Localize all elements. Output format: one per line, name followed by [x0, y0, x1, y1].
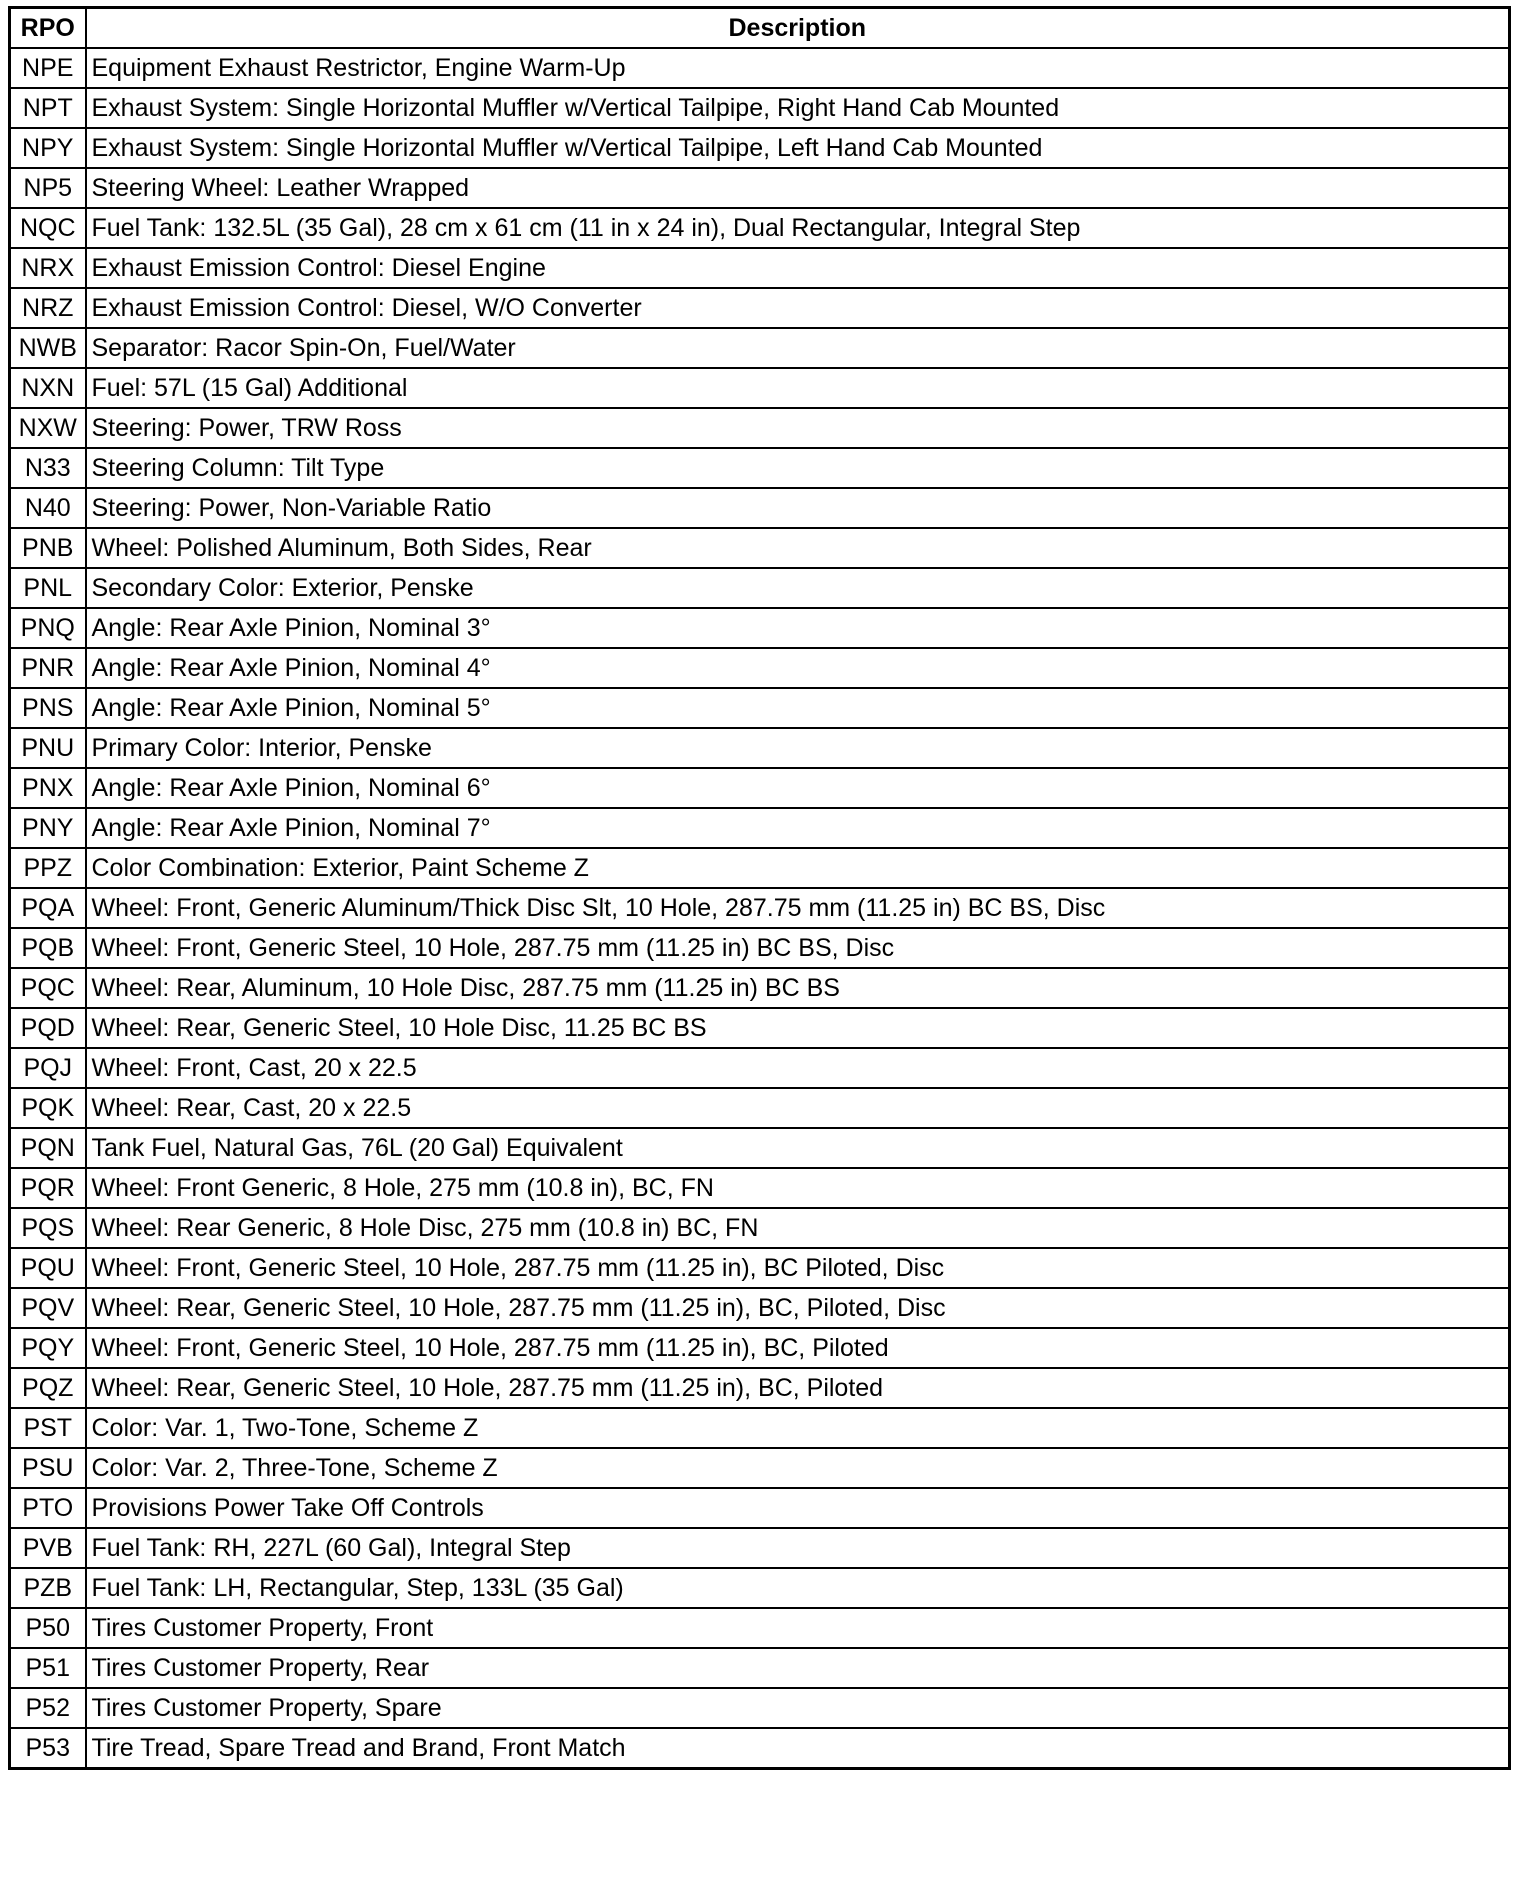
table-row	[10, 648, 1510, 688]
table-row	[10, 1688, 1510, 1728]
description-cell: Steering Wheel: Leather Wrapped	[86, 168, 1510, 208]
description-cell: Steering: Power, TRW Ross	[86, 408, 1510, 448]
rpo-code-cell: PNB	[10, 528, 86, 568]
rpo-code-cell: N33	[10, 448, 86, 488]
rpo-code-cell: PNR	[10, 648, 86, 688]
table-row	[10, 688, 1510, 728]
rpo-code-cell: PVB	[10, 1528, 86, 1568]
table-row	[10, 328, 1510, 368]
table-row	[10, 1648, 1510, 1688]
description-cell: Exhaust Emission Control: Diesel Engine	[86, 248, 1510, 288]
rpo-code-cell: PQA	[10, 888, 86, 928]
description-cell: Wheel: Front Generic, 8 Hole, 275 mm (10.8 in), BC, FN	[86, 1168, 1510, 1208]
rpo-code-cell: PQV	[10, 1288, 86, 1328]
table-row	[10, 1248, 1510, 1288]
description-cell: Provisions Power Take Off Controls	[86, 1488, 1510, 1528]
description-cell: Equipment Exhaust Restrictor, Engine Warm-Up	[86, 48, 1510, 88]
description-cell: Secondary Color: Exterior, Penske	[86, 568, 1510, 608]
rpo-code-cell: NRX	[10, 248, 86, 288]
description-cell: Wheel: Rear, Generic Steel, 10 Hole Disc, 11.25 BC BS	[86, 1008, 1510, 1048]
rpo-code-cell: PNU	[10, 728, 86, 768]
table-row	[10, 168, 1510, 208]
description-cell: Tank Fuel, Natural Gas, 76L (20 Gal) Equivalent	[86, 1128, 1510, 1168]
description-cell: Color: Var. 1, Two-Tone, Scheme Z	[86, 1408, 1510, 1448]
table-row	[10, 1568, 1510, 1608]
rpo-code-cell: PQU	[10, 1248, 86, 1288]
table-row	[10, 1288, 1510, 1328]
table-row	[10, 368, 1510, 408]
table-row	[10, 88, 1510, 128]
rpo-code-cell: NPE	[10, 48, 86, 88]
table-body	[10, 48, 1510, 1769]
table-row	[10, 608, 1510, 648]
table-row	[10, 848, 1510, 888]
table-row	[10, 1048, 1510, 1088]
description-column-header: Description	[86, 8, 1510, 49]
rpo-code-cell: PST	[10, 1408, 86, 1448]
description-cell: Exhaust System: Single Horizontal Muffler w/Vertical Tailpipe, Right Hand Cab Mounted	[86, 88, 1510, 128]
table-row	[10, 1488, 1510, 1528]
rpo-code-cell: PTO	[10, 1488, 86, 1528]
rpo-code-cell: PNS	[10, 688, 86, 728]
table-row	[10, 48, 1510, 88]
description-cell: Primary Color: Interior, Penske	[86, 728, 1510, 768]
table-row	[10, 728, 1510, 768]
description-cell: Wheel: Rear, Generic Steel, 10 Hole, 287.75 mm (11.25 in), BC, Piloted	[86, 1368, 1510, 1408]
description-cell: Wheel: Rear, Cast, 20 x 22.5	[86, 1088, 1510, 1128]
header-row	[10, 8, 1510, 49]
table-row	[10, 1408, 1510, 1448]
description-cell: Wheel: Rear Generic, 8 Hole Disc, 275 mm (10.8 in) BC, FN	[86, 1208, 1510, 1248]
description-cell: Exhaust System: Single Horizontal Muffler w/Vertical Tailpipe, Left Hand Cab Mounted	[86, 128, 1510, 168]
description-cell: Fuel Tank: RH, 227L (60 Gal), Integral Step	[86, 1528, 1510, 1568]
table-row	[10, 928, 1510, 968]
rpo-code-cell: NRZ	[10, 288, 86, 328]
table-row	[10, 808, 1510, 848]
rpo-code-cell: PSU	[10, 1448, 86, 1488]
description-cell: Color: Var. 2, Three-Tone, Scheme Z	[86, 1448, 1510, 1488]
table-row	[10, 248, 1510, 288]
rpo-code-cell: PQY	[10, 1328, 86, 1368]
description-cell: Exhaust Emission Control: Diesel, W/O Converter	[86, 288, 1510, 328]
description-cell: Tires Customer Property, Spare	[86, 1688, 1510, 1728]
rpo-table	[8, 6, 1511, 1770]
table-row	[10, 1448, 1510, 1488]
rpo-code-cell: NQC	[10, 208, 86, 248]
description-cell: Tires Customer Property, Front	[86, 1608, 1510, 1648]
description-cell: Wheel: Rear, Aluminum, 10 Hole Disc, 287.75 mm (11.25 in) BC BS	[86, 968, 1510, 1008]
rpo-code-cell: PNX	[10, 768, 86, 808]
description-cell: Wheel: Front, Generic Aluminum/Thick Disc Slt, 10 Hole, 287.75 mm (11.25 in) BC BS, Disc	[86, 888, 1510, 928]
rpo-code-cell: NPY	[10, 128, 86, 168]
rpo-code-cell: P50	[10, 1608, 86, 1648]
rpo-code-cell: PPZ	[10, 848, 86, 888]
description-cell: Fuel: 57L (15 Gal) Additional	[86, 368, 1510, 408]
table-row	[10, 768, 1510, 808]
description-cell: Wheel: Rear, Generic Steel, 10 Hole, 287.75 mm (11.25 in), BC, Piloted, Disc	[86, 1288, 1510, 1328]
rpo-code-cell: PNY	[10, 808, 86, 848]
rpo-code-cell: PQD	[10, 1008, 86, 1048]
table-row	[10, 968, 1510, 1008]
table-row	[10, 408, 1510, 448]
table-row	[10, 288, 1510, 328]
description-cell: Wheel: Polished Aluminum, Both Sides, Rear	[86, 528, 1510, 568]
description-cell: Angle: Rear Axle Pinion, Nominal 5°	[86, 688, 1510, 728]
description-cell: Steering: Power, Non-Variable Ratio	[86, 488, 1510, 528]
rpo-code-cell: PNL	[10, 568, 86, 608]
table-row	[10, 1088, 1510, 1128]
rpo-code-cell: PQJ	[10, 1048, 86, 1088]
rpo-code-cell: P52	[10, 1688, 86, 1728]
table-row	[10, 1608, 1510, 1648]
table-row	[10, 528, 1510, 568]
table-row	[10, 208, 1510, 248]
description-cell: Color Combination: Exterior, Paint Scheme Z	[86, 848, 1510, 888]
rpo-code-cell: N40	[10, 488, 86, 528]
rpo-code-cell: PZB	[10, 1568, 86, 1608]
description-cell: Tires Customer Property, Rear	[86, 1648, 1510, 1688]
description-cell: Angle: Rear Axle Pinion, Nominal 6°	[86, 768, 1510, 808]
description-cell: Separator: Racor Spin-On, Fuel/Water	[86, 328, 1510, 368]
description-cell: Wheel: Front, Generic Steel, 10 Hole, 287.75 mm (11.25 in), BC, Piloted	[86, 1328, 1510, 1368]
rpo-code-cell: PQS	[10, 1208, 86, 1248]
rpo-code-cell: NXW	[10, 408, 86, 448]
rpo-code-cell: NWB	[10, 328, 86, 368]
rpo-code-cell: PQB	[10, 928, 86, 968]
description-cell: Fuel Tank: 132.5L (35 Gal), 28 cm x 61 cm (11 in x 24 in), Dual Rectangular, Integral Step	[86, 208, 1510, 248]
rpo-code-cell: P51	[10, 1648, 86, 1688]
rpo-code-cell: NXN	[10, 368, 86, 408]
table-row	[10, 128, 1510, 168]
rpo-code-cell: NPT	[10, 88, 86, 128]
rpo-code-cell: PNQ	[10, 608, 86, 648]
rpo-code-cell: PQN	[10, 1128, 86, 1168]
table-row	[10, 1328, 1510, 1368]
description-cell: Tire Tread, Spare Tread and Brand, Front Match	[86, 1728, 1510, 1769]
rpo-code-cell: P53	[10, 1728, 86, 1769]
rpo-code-cell: PQR	[10, 1168, 86, 1208]
description-cell: Steering Column: Tilt Type	[86, 448, 1510, 488]
table-row	[10, 1368, 1510, 1408]
table-row	[10, 1208, 1510, 1248]
table-row	[10, 1728, 1510, 1769]
table-header	[10, 8, 1510, 49]
table-row	[10, 568, 1510, 608]
description-cell: Angle: Rear Axle Pinion, Nominal 3°	[86, 608, 1510, 648]
rpo-code-cell: PQK	[10, 1088, 86, 1128]
description-cell: Wheel: Front, Cast, 20 x 22.5	[86, 1048, 1510, 1088]
description-cell: Angle: Rear Axle Pinion, Nominal 7°	[86, 808, 1510, 848]
table-row	[10, 1168, 1510, 1208]
rpo-code-cell: PQC	[10, 968, 86, 1008]
table-row	[10, 1128, 1510, 1168]
description-cell: Wheel: Front, Generic Steel, 10 Hole, 287.75 mm (11.25 in) BC BS, Disc	[86, 928, 1510, 968]
rpo-code-cell: PQZ	[10, 1368, 86, 1408]
table-row	[10, 1528, 1510, 1568]
description-cell: Angle: Rear Axle Pinion, Nominal 4°	[86, 648, 1510, 688]
table-row	[10, 488, 1510, 528]
table-row	[10, 888, 1510, 928]
description-cell: Wheel: Front, Generic Steel, 10 Hole, 287.75 mm (11.25 in), BC Piloted, Disc	[86, 1248, 1510, 1288]
description-cell: Fuel Tank: LH, Rectangular, Step, 133L (35 Gal)	[86, 1568, 1510, 1608]
table-row	[10, 1008, 1510, 1048]
rpo-code-cell: NP5	[10, 168, 86, 208]
rpo-column-header: RPO	[10, 8, 86, 49]
table-row	[10, 448, 1510, 488]
